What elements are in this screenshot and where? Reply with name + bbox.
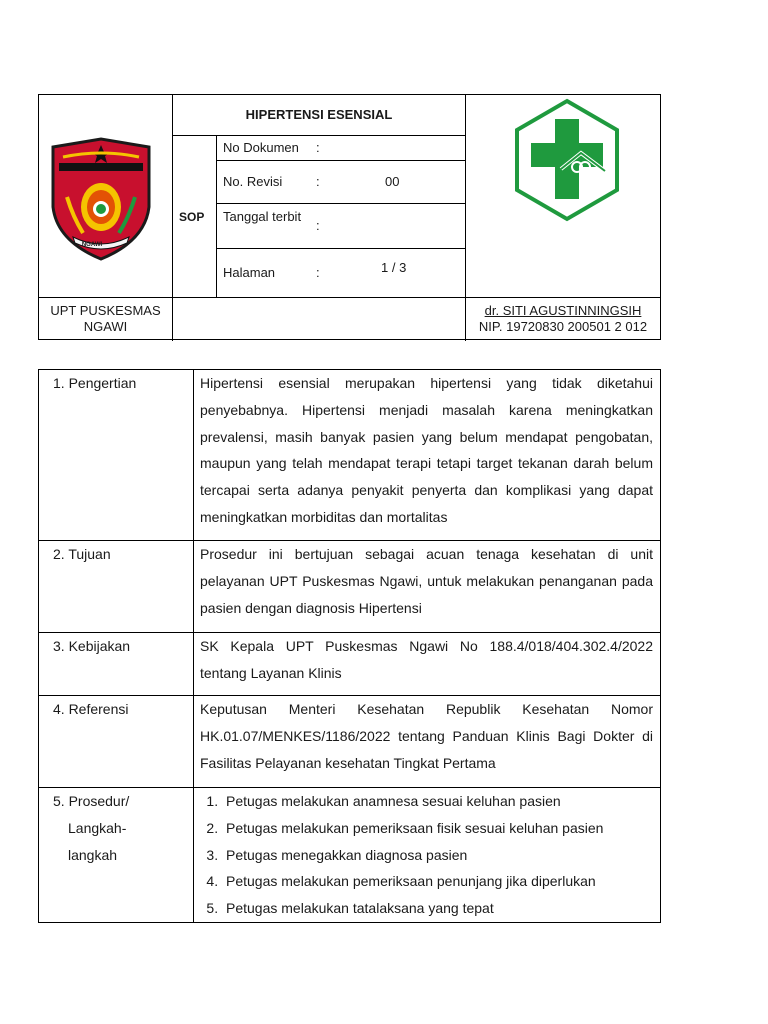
unit-name: UPT PUSKESMAS NGAWI	[50, 303, 161, 334]
procedure-step: 3. Petugas menegakkan diagnosa pasien	[222, 842, 653, 869]
procedure-step: 5. Petugas melakukan tatalaksana yang tepat	[222, 895, 653, 922]
field-separator: :	[316, 174, 320, 189]
section-label: 2. Tujuan	[39, 541, 194, 633]
section-row	[39, 788, 661, 923]
field-label-tanggal-terbit: Tanggal terbit	[223, 209, 302, 224]
section-label-line: 5. Prosedur/	[53, 793, 130, 809]
field-separator: :	[316, 140, 320, 155]
section-label: 4. Referensi	[39, 696, 194, 788]
sop-content-table	[38, 369, 661, 923]
puskesmas-logo	[509, 97, 625, 225]
section-label	[39, 788, 194, 923]
signer-name: dr. SITI AGUSTINNINGSIH	[484, 303, 642, 318]
section-text: Hipertensi esensial merupakan hipertensi yang tidak diketahui penyebabnya. Hipertensi menjadi masalah karena meningkatkan prevalensi, masih banyak pasien yang belum mendapat pengobatan, maupun yang telah mendapat terapi tetapi target tekanan darah belum tercapai serta adanya penyakit penyerta dan komplikasi yang dapat meningkatkan morbiditas dan mortalitas	[194, 370, 661, 541]
section-row	[39, 370, 661, 541]
divider	[216, 160, 465, 161]
field-label-no-dokumen: No Dokumen	[223, 140, 299, 155]
procedure-step: 2. Petugas melakukan pemeriksaan fisik sesuai keluhan pasien	[222, 815, 653, 842]
document-title: HIPERTENSI ESENSIAL	[245, 107, 393, 122]
section-row	[39, 696, 661, 788]
field-separator: :	[316, 218, 320, 233]
procedure-step: 4. Petugas melakukan pemeriksaan penunjang jika diperlukan	[222, 868, 653, 895]
section-label-line: langkah	[68, 846, 118, 863]
section-text: Keputusan Menteri Kesehatan Republik Kesehatan Nomor HK.01.07/MENKES/1186/2022 tentang Panduan Klinis Bagi Dokter di Fasilitas Pelayanan kesehatan Tingkat Pertama	[194, 696, 661, 788]
field-label-no-revisi: No. Revisi	[223, 174, 283, 189]
divider	[216, 248, 465, 249]
field-label-halaman: Halaman	[223, 265, 276, 280]
crest-banner-text: NGAWI	[81, 242, 103, 248]
divider	[172, 135, 465, 136]
sop-label: SOP	[179, 210, 205, 224]
section-label: 3. Kebijakan	[39, 633, 194, 696]
procedure-step-list	[200, 788, 653, 922]
divider	[172, 95, 173, 341]
section-text: SK Kepala UPT Puskesmas Ngawi No 188.4/018/404.302.4/2022 tentang Layanan Klinis	[194, 633, 661, 696]
field-separator: :	[316, 265, 320, 280]
section-text: Prosedur ini bertujuan sebagai acuan tenaga kesehatan di unit pelayanan UPT Puskesmas Ngawi, untuk melakukan penanganan pada pasien dengan diagnosis Hipertensi	[194, 541, 661, 633]
signer-nip: NIP. 19720830 200501 2 012	[478, 319, 648, 334]
procedure-step: 1. Petugas melakukan anamnesa sesuai keluhan pasien	[222, 788, 653, 815]
section-label: 1. Pengertian	[39, 370, 194, 541]
section-label-line: Langkah-	[68, 819, 127, 836]
divider	[39, 297, 660, 298]
procedure-steps	[194, 788, 661, 923]
section-row	[39, 541, 661, 633]
section-row	[39, 633, 661, 696]
field-value-no-revisi: 00	[385, 174, 400, 189]
divider	[216, 203, 465, 204]
sop-header-table	[38, 94, 661, 340]
field-value-halaman: 1 / 3	[381, 260, 407, 275]
